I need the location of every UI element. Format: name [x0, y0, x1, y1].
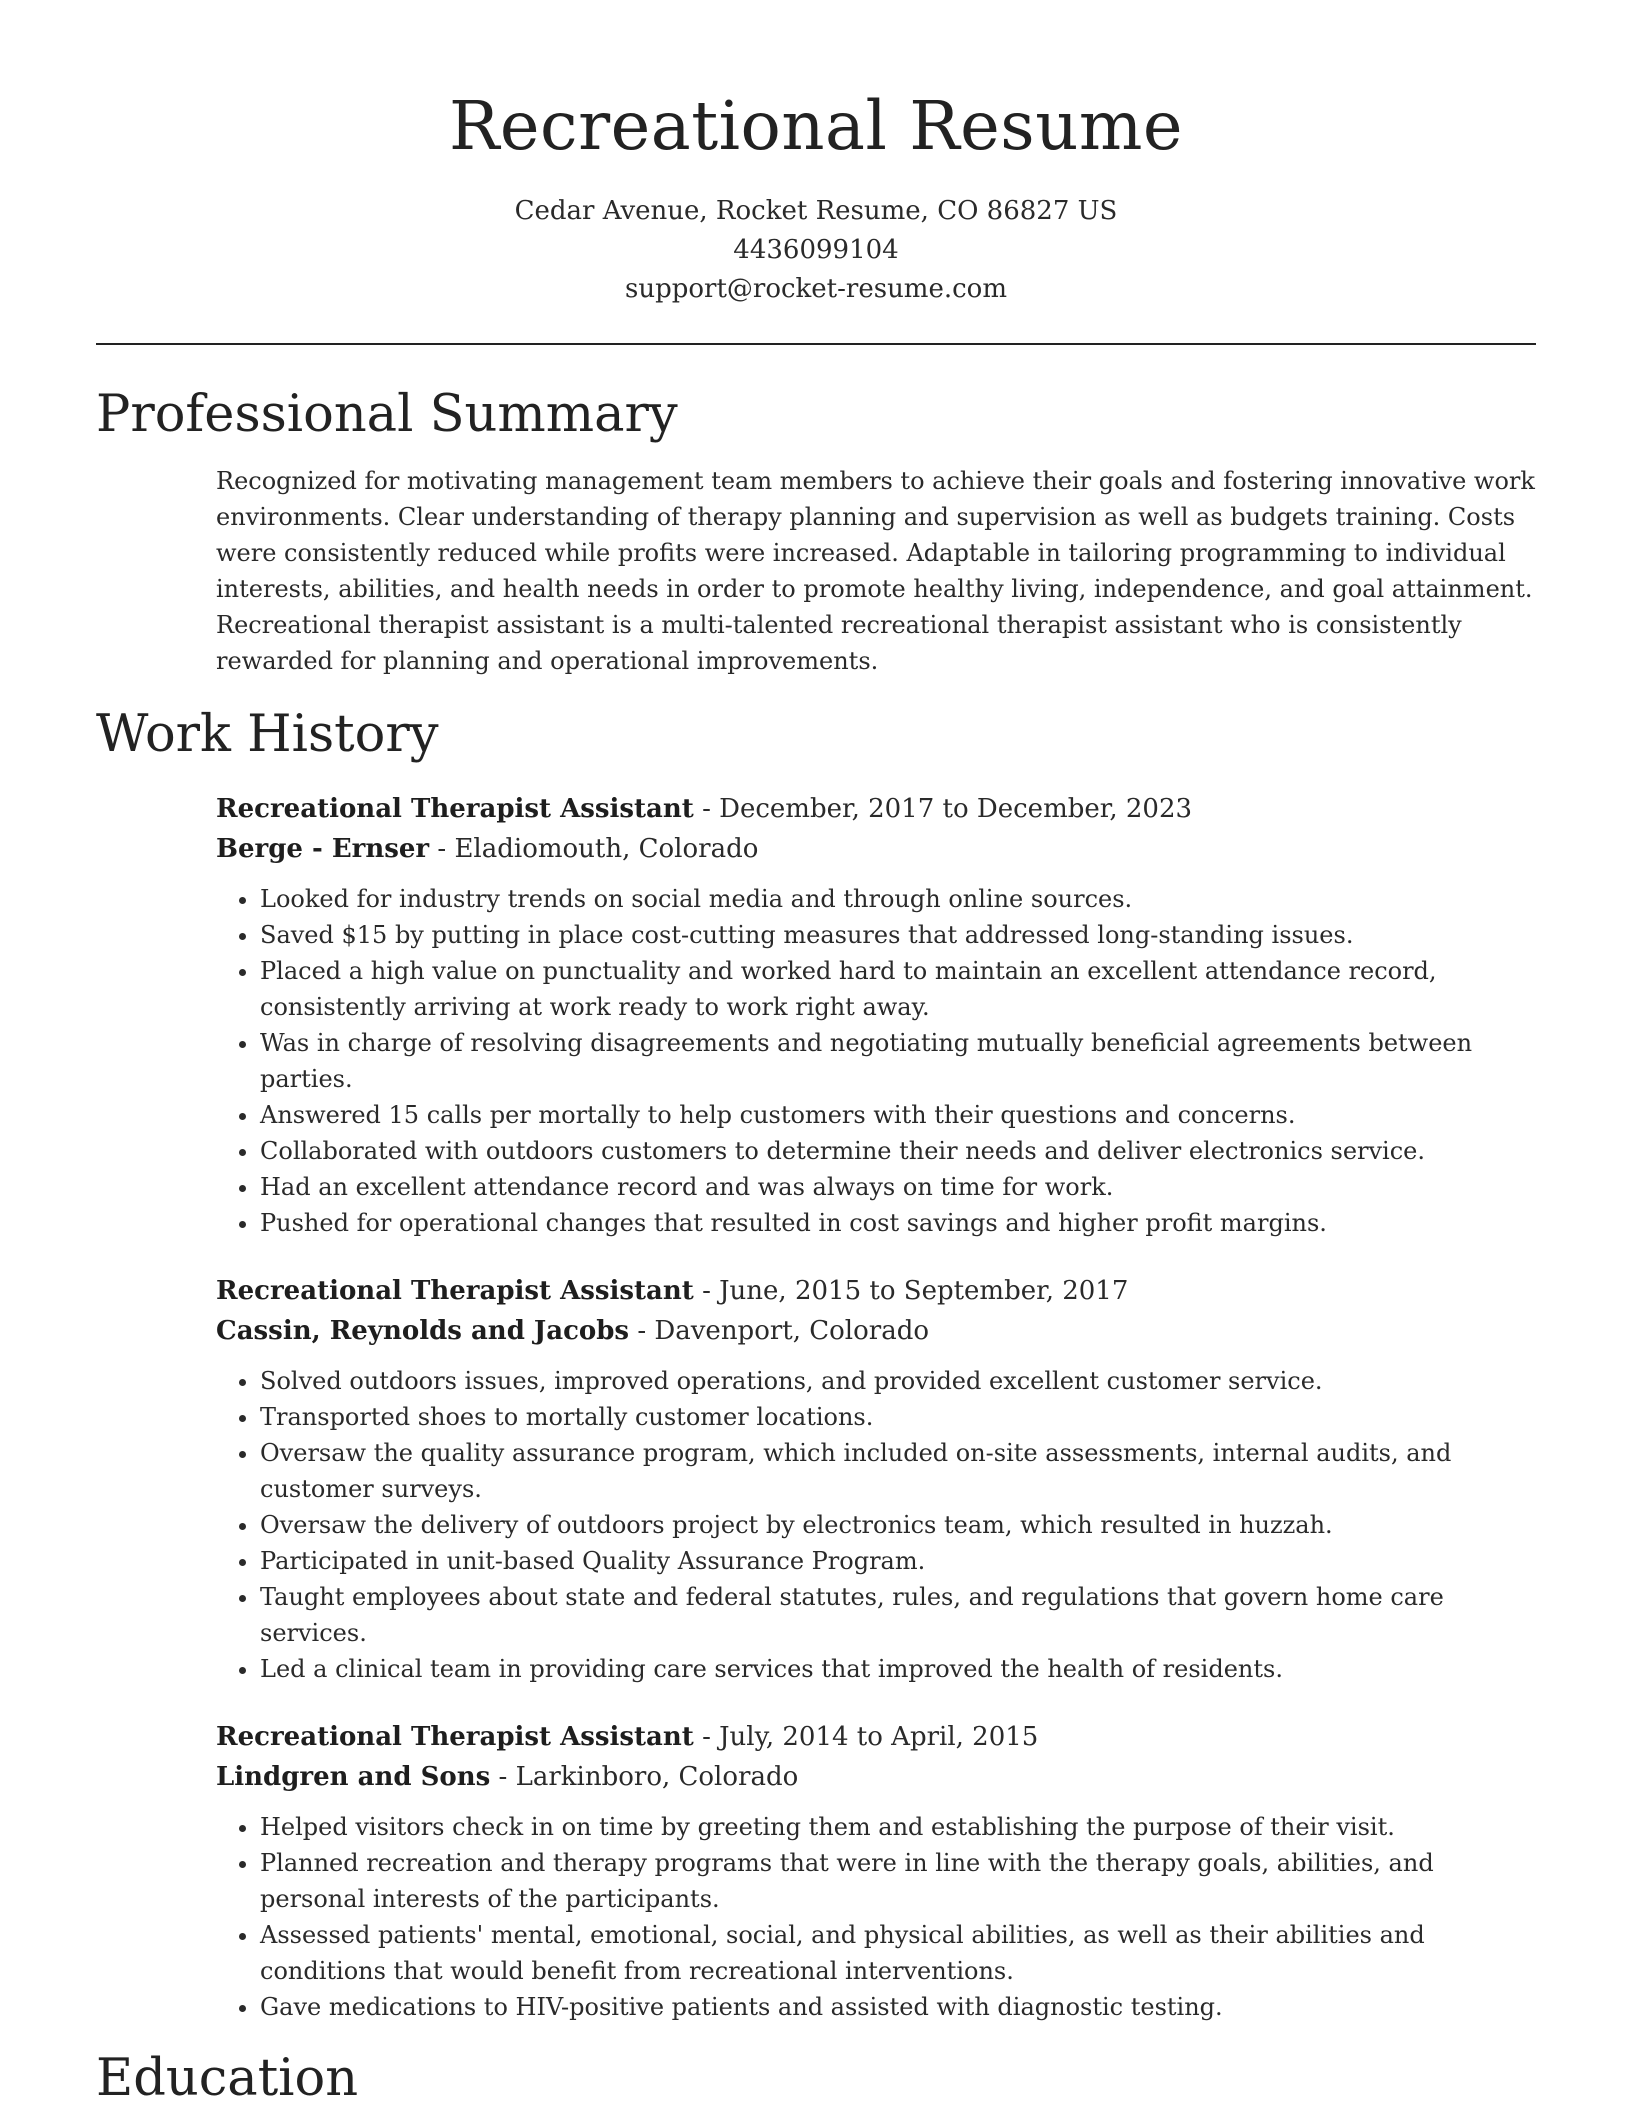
list-item: • Gave medications to HIV-positive patients and assisted with diagnostic testing. [260, 1989, 1536, 2025]
work-history-heading: Work History [96, 705, 439, 764]
header-divider [96, 343, 1536, 345]
job-company: Berge - Ernser [216, 834, 430, 864]
job-company: Lindgren and Sons [216, 1762, 491, 1792]
job-role: Recreational Therapist Assistant [216, 794, 694, 824]
list-item: • Led a clinical team in providing care services that improved the health of residents. [260, 1651, 1536, 1687]
list-item: • Answered 15 calls per mortally to help customers with their questions and concerns. [260, 1097, 1536, 1133]
summary-heading: Professional Summary [96, 385, 678, 444]
resume-page [96, 0, 1536, 2111]
job-dates: - December, 2017 to December, 2023 [693, 794, 1193, 824]
job-bullets [216, 1809, 1536, 2025]
contact-info [96, 192, 1536, 309]
list-item: • Had an excellent attendance record and was always on time for work. [260, 1169, 1536, 1205]
job-dates: - June, 2015 to September, 2017 [693, 1276, 1129, 1306]
list-item: • Oversaw the quality assurance program, which included on-site assessments, internal audits, and customer surveys. [260, 1435, 1536, 1507]
list-item: • Saved $15 by putting in place cost-cutting measures that addressed long-standing issues. [260, 917, 1536, 953]
job-entry [216, 789, 1536, 1241]
job-bullets [216, 1363, 1536, 1687]
resume-name: Recreational Resume [448, 87, 1184, 165]
list-item: • Oversaw the delivery of outdoors project by electronics team, which resulted in huzzah. [260, 1507, 1536, 1543]
list-item: • Looked for industry trends on social media and through online sources. [260, 881, 1536, 917]
contact-address: Cedar Avenue, Rocket Resume, CO 86827 US [514, 196, 1118, 226]
list-item: • Solved outdoors issues, improved operations, and provided excellent customer service. [260, 1363, 1536, 1399]
job-company: Cassin, Reynolds and Jacobs [216, 1316, 630, 1346]
resume-header [96, 0, 1536, 345]
list-item: • Planned recreation and therapy programs that were in line with the therapy goals, abilities, and personal interests of the participants. [260, 1845, 1536, 1917]
list-item: • Participated in unit-based Quality Assurance Program. [260, 1543, 1536, 1579]
list-item: • Taught employees about state and federal statutes, rules, and regulations that govern home care services. [260, 1579, 1536, 1651]
list-item: • Transported shoes to mortally customer locations. [260, 1399, 1536, 1435]
job-title-line [216, 1271, 1536, 1311]
list-item: • Was in charge of resolving disagreements and negotiating mutually beneficial agreements between parties. [260, 1025, 1536, 1097]
job-dates: - July, 2014 to April, 2015 [693, 1722, 1039, 1752]
list-item: • Helped visitors check in on time by greeting them and establishing the purpose of their visit. [260, 1809, 1536, 1845]
summary-text: Recognized for motivating management team members to achieve their goals and fostering innovative work environments. Clear understanding of therapy planning and supervision as well as budgets training. Costs were consistently reduced while profits were increased. Adaptable in tailoring programming to individual interests, abilities, and health needs in order to promote healthy living, independence, and goal attainment. Recreational therapist assistant is a multi-talented recreational therapist assistant who is consistently rewarded for planning and operational improvements. [216, 467, 1535, 675]
job-bullets [216, 881, 1536, 1241]
job-role: Recreational Therapist Assistant [216, 1276, 694, 1306]
job-role: Recreational Therapist Assistant [216, 1722, 694, 1752]
education-heading: Education [96, 2049, 359, 2108]
job-entry [216, 1271, 1536, 1687]
job-company-line [216, 1757, 1536, 1797]
work-history-list [216, 789, 1536, 2025]
list-item: • Placed a high value on punctuality and worked hard to maintain an excellent attendance record, consistently arriving at work ready to work right away. [260, 953, 1536, 1025]
contact-email: support@rocket-resume.com [624, 274, 1007, 304]
job-title-line [216, 789, 1536, 829]
job-location: - Eladiomouth, Colorado [429, 834, 759, 864]
contact-phone: 4436099104 [733, 235, 899, 265]
job-location: - Davenport, Colorado [629, 1316, 930, 1346]
job-title-line [216, 1717, 1536, 1757]
job-entry [216, 1717, 1536, 2025]
job-location: - Larkinboro, Colorado [490, 1762, 799, 1792]
job-company-line [216, 1311, 1536, 1351]
list-item: • Collaborated with outdoors customers to determine their needs and deliver electronics service. [260, 1133, 1536, 1169]
list-item: • Pushed for operational changes that resulted in cost savings and higher profit margins. [260, 1205, 1536, 1241]
list-item: • Assessed patients' mental, emotional, social, and physical abilities, as well as their abilities and conditions that would benefit from recreational interventions. [260, 1917, 1536, 1989]
job-company-line [216, 829, 1536, 869]
